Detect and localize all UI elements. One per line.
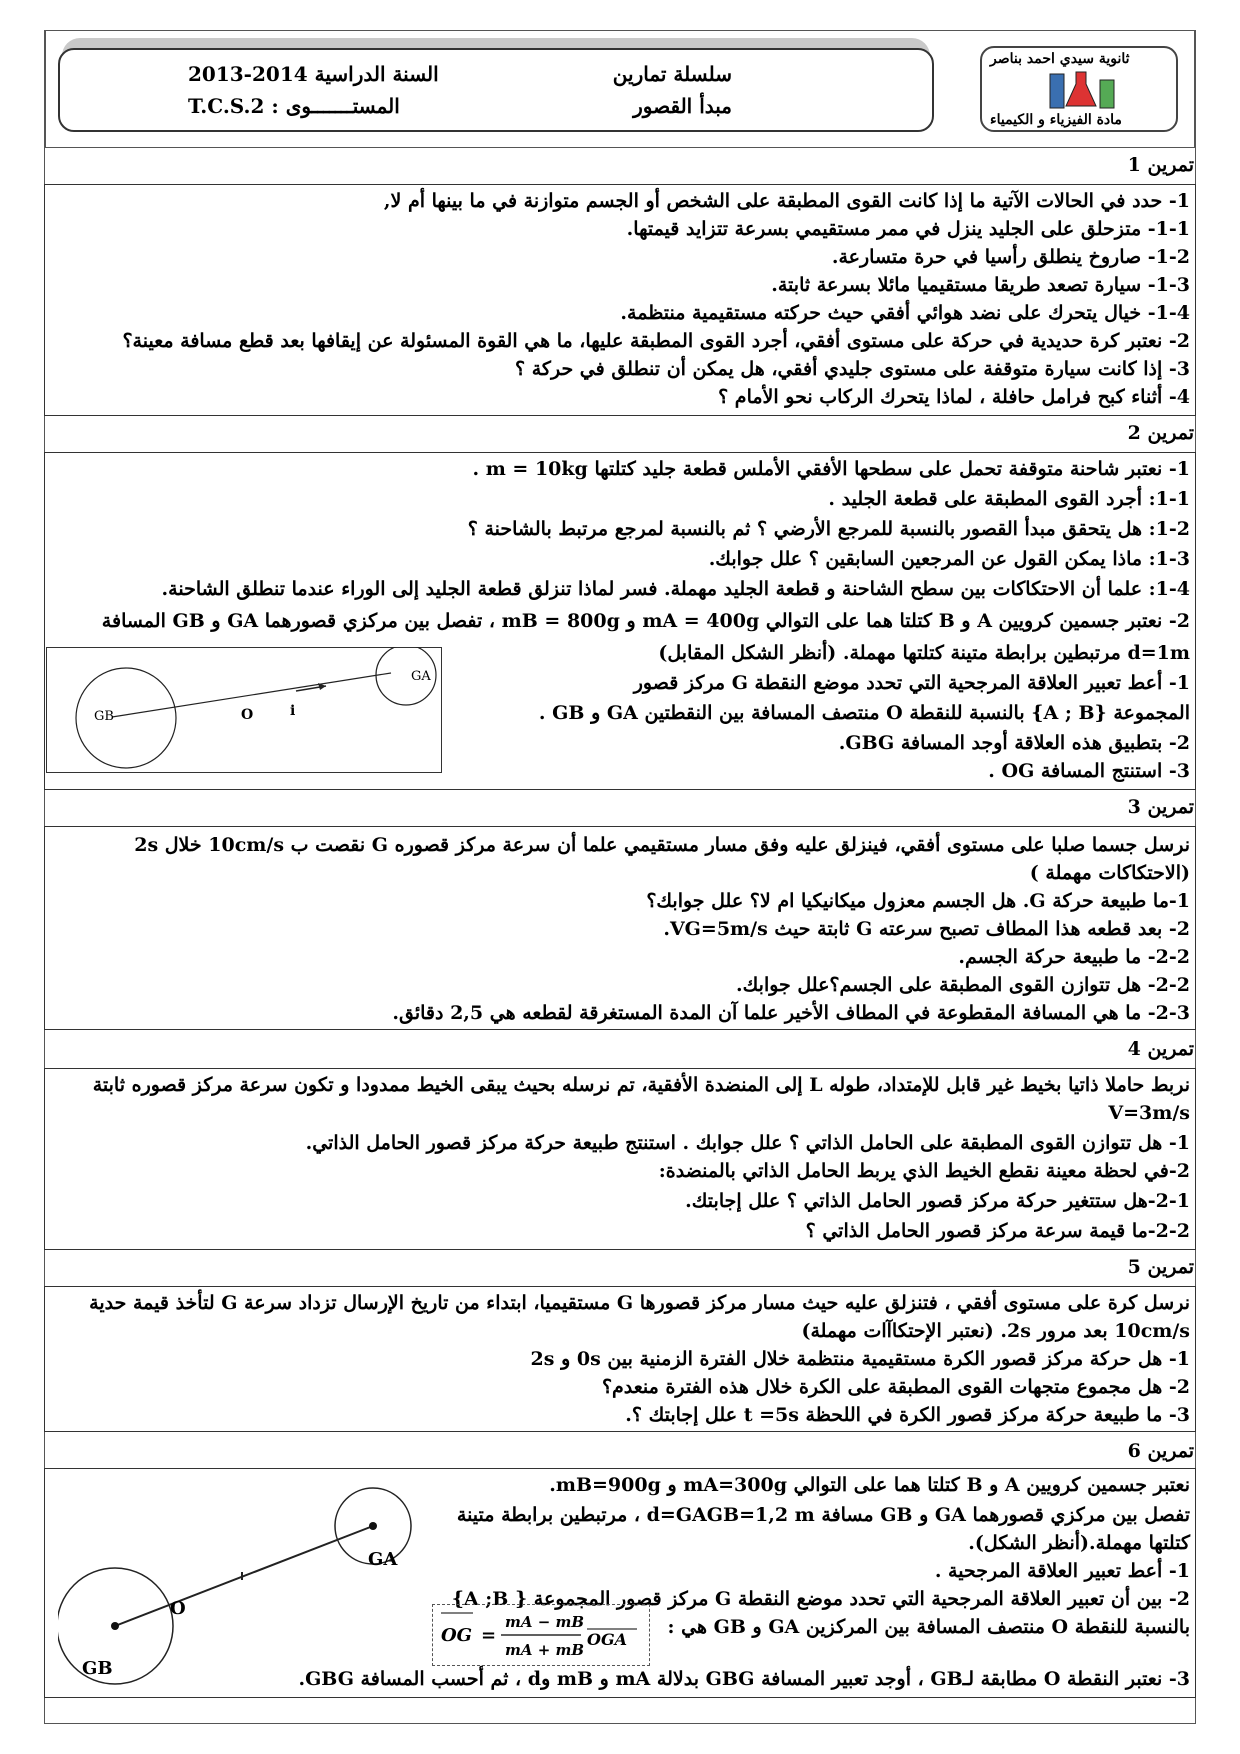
ex2-line: 1-1: أجرد القوى المطبقة على قطعة الجليد . bbox=[828, 488, 1190, 510]
school-logo bbox=[980, 46, 1178, 132]
label-o: O bbox=[170, 1598, 186, 1619]
ex1-line: 1-3- سيارة تصعد طريقا مستقيميا مائلا بسرعة ثابتة. bbox=[771, 274, 1190, 296]
formula-vector: OGA bbox=[587, 1630, 628, 1649]
formula-lhs: OG bbox=[441, 1625, 473, 1646]
ex1-line: 1-1- متزحلق على الجليد ينزل في ممر مستقيمي بسرعة تتزايد قيمتها. bbox=[626, 218, 1190, 240]
ex5-line: نرسل كرة على مستوى أفقي ، فتنزلق عليه حيث مسار مركز قصورها G مستقيميا، ابتداء من تاريخ الإرسال تزداد سرعة G لتأخذ قيمة حدية bbox=[89, 1292, 1190, 1314]
ex5-line: 1- هل حركة مركز قصور الكرة مستقيمية منتظمة خلال الفترة الزمنية بين 0s و 2s bbox=[530, 1348, 1190, 1370]
ex1-line: 4- أثناء كبح فرامل حافلة ، لماذا يتحرك الركاب نحو الأمام ؟ bbox=[718, 386, 1190, 408]
ex6-line: نعتبر جسمين كرويين A و B كتلتا هما على التوالي mA=300g و mB=900g. bbox=[549, 1474, 1190, 1496]
ex2-line: d=1m مرتبطين برابطة متينة كتلتها مهملة. (أنظر الشكل المقابل) bbox=[658, 642, 1190, 664]
exercise-2-title: تمرين 2 bbox=[1127, 422, 1194, 444]
ex2-line: 2- نعتبر جسمين كرويين A و B كتلتا هما على التوالي mA = 400g و mB = 800g ، تفصل بين مركزي قصورهما GA و GB المسافة bbox=[101, 610, 1190, 632]
label-gb: GB bbox=[82, 1658, 113, 1679]
ex2-line: 1- نعتبر شاحنة متوقفة تحمل على سطحها الأفقي الأملس قطعة جليد كتلتها m = 10kg . bbox=[472, 458, 1190, 480]
ex4-line: نربط حاملا ذاتيا بخيط غير قابل للإمتداد، طوله L إلى المنضدة الأفقية، تم نرسله بحيث يبقى الخيط ممدودا و تكون سرعة مركز قصوره ثابتة bbox=[92, 1074, 1190, 1096]
ex2-line: 1- أعط تعبير العلاقة المرجحية التي تحدد موضع النقطة G مركز قصور bbox=[633, 672, 1190, 694]
label-ga: GA bbox=[411, 669, 431, 684]
ex2-line: 3- استنتج المسافة OG . bbox=[988, 760, 1190, 782]
ex5-line: 10cm/s بعد مرور 2s. (نعتبر الإحتكاآات مهملة) bbox=[801, 1320, 1190, 1342]
exercise-6-figure bbox=[58, 1474, 428, 1696]
exercise-6-title: تمرين 6 bbox=[1127, 1440, 1194, 1462]
rod bbox=[115, 1526, 373, 1626]
ex1-line: 1-2- صاروخ ينطلق رأسيا في حرة متسارعة. bbox=[831, 246, 1190, 268]
ex1-line: 1-4- خيال يتحرك على نضد هوائي أفقي حيث حركته مستقيمية منتظمة. bbox=[620, 302, 1190, 324]
ex3-line: 2-2- ما طبيعة حركة الجسم. bbox=[958, 946, 1190, 968]
center-b bbox=[111, 1622, 119, 1630]
ex6-line: بالنسبة للنقطة O منتصف المسافة بين المركزين GA و GB هي : bbox=[667, 1616, 1190, 1638]
formula-eq: = bbox=[481, 1625, 497, 1646]
ex1-line: 1- حدد في الحالات الآتية ما إذا كانت القوى المطبقة على الشخص أو الجسم متوازنة في ما بينها أم لا, bbox=[383, 190, 1190, 212]
ex5-line: 2- هل مجموع متجهات القوى المطبقة على الكرة خلال هذه الفترة منعدم؟ bbox=[601, 1376, 1190, 1398]
sphere-b bbox=[76, 668, 176, 768]
logo-subject: مادة الفيزياء و الكيمياء bbox=[990, 112, 1122, 128]
ex6-line: 1- أعط تعبير العلاقة المرجحية . bbox=[934, 1560, 1190, 1582]
ex2-line: 2- بتطبيق هذه العلاقة أوجد المسافة GBG. bbox=[838, 732, 1190, 754]
ex2-line: 1-3: ماذا يمكن القول عن المرجعين السابقين ؟ علل جوابك. bbox=[708, 548, 1190, 570]
series-title: سلسلة تمارين bbox=[612, 62, 732, 86]
label-o: O bbox=[241, 707, 254, 723]
ex2-line: 1-2: هل يتحقق مبدأ القصور بالنسبة للمرجع الأرضي ؟ ثم بالنسبة لمرجع مرتبط بالشاحنة ؟ bbox=[467, 518, 1190, 540]
ex2-line: المجموعة {A ; B} بالنسبة للنقطة O منتصف المسافة بين النقطتين GA و GB . bbox=[538, 702, 1190, 724]
exercise-5-title: تمرين 5 bbox=[1127, 1256, 1194, 1278]
ex6-line: تفصل بين مركزي قصورهما GA و GB مسافة d=GAGB=1,2 m ، مرتبطين برابطة متينة bbox=[456, 1504, 1190, 1526]
ex1-line: 3- إذا كانت سيارة متوقفة على مستوى جليدي أفقي، هل يمكن أن تنطلق في حركة ؟ bbox=[515, 358, 1190, 380]
ex3-line: 2-2- هل تتوازن القوى المطبقة على الجسم؟علل جوابك. bbox=[736, 974, 1190, 996]
ex3-line: 2-3- ما هي المسافة المقطوعة في المطاف الأخير علما آن المدة المستغرقة لقطعه هي 2,5 دقائق. bbox=[392, 1002, 1190, 1024]
formula-numerator: mA − mB bbox=[505, 1613, 585, 1631]
label-gb: GB bbox=[94, 709, 114, 724]
exercise-4-title: تمرين 4 bbox=[1127, 1038, 1194, 1060]
ex3-line: (الاحتكاكات مهملة ) bbox=[1029, 862, 1190, 884]
label-i: i bbox=[290, 703, 296, 719]
ex4-line: 2-1-هل ستتغير حركة مركز قصور الحامل الذاتي ؟ علل إجابتك. bbox=[685, 1190, 1190, 1212]
lesson-title: مبدأ القصور bbox=[633, 94, 732, 118]
ex3-line: 1-ما طبيعة حركة G. هل الجسم معزول ميكانيكيا ام لا؟ علل جوابك؟ bbox=[646, 890, 1190, 912]
ex4-line: 2-في لحظة معينة نقطع الخيط الذي يربط الحامل الذاتي بالمنضدة: bbox=[658, 1160, 1190, 1182]
lab-flask-icon bbox=[1042, 68, 1122, 112]
ex4-line: 2-2-ما قيمة سرعة مركز قصور الحامل الذاتي ؟ bbox=[805, 1220, 1190, 1242]
ex3-line: 2- بعد قطعه هذا المطاف تصبح سرعته G ثابتة حيث VG=5m/s. bbox=[663, 918, 1190, 940]
header-box bbox=[58, 48, 934, 132]
ex4-line: 1- هل تتوازن القوى المطبقة على الحامل الذاتي ؟ علل جوابك . استنتج طبيعة حركة مركز قصور الحامل الذاتي. bbox=[305, 1132, 1190, 1154]
formula-svg bbox=[433, 1605, 649, 1665]
ex4-line: V=3m/s bbox=[1108, 1102, 1190, 1124]
ex5-line: 3- ما طبيعة حركة مركز قصور الكرة في اللحظة t =5s علل إجابتك ؟. bbox=[625, 1404, 1190, 1426]
formula-denominator: mA + mB bbox=[505, 1641, 585, 1659]
ex6-line: 2- بين أن تعبير العلاقة المرجحية التي تحدد موضع النقطة G مركز قصور المجموعة { A ;B} bbox=[451, 1588, 1190, 1610]
school-year: السنة الدراسية 2014-2013 bbox=[188, 62, 439, 86]
ex1-line: 2- نعتبر كرة حديدية في حركة على مستوى أفقي، أجرد القوى المطبقة عليها، ما هي القوة المسئولة عن إيقافها بعد قطع مسافة معينة؟ bbox=[122, 330, 1190, 352]
label-ga: GA bbox=[368, 1549, 398, 1570]
ex6-line: كتلتها مهملة.(أنظر الشكل). bbox=[968, 1532, 1190, 1554]
ex2-line: 1-4: علما أن الاحتكاكات بين سطح الشاحنة و قطعة الجليد مهملة. فسر لماذا تنزلق قطعة الجليد إلى الوراء عندما تنطلق الشاحنة. bbox=[161, 578, 1190, 600]
exercise-2-figure bbox=[46, 647, 442, 773]
barycenter-formula bbox=[432, 1604, 650, 1666]
ex6-line: 3- نعتبر النقطة O مطابقة لـGB ، أوجد تعبير المسافة GBG بدلالة mA و mB وd ، ثم أحسب المسافة GBG. bbox=[298, 1668, 1190, 1690]
ex3-line: نرسل جسما صلبا على مستوى أفقي، فينزلق عليه وفق مسار مستقيمي علما أن سرعة مركز قصوره G نقصت ب 10cm/s خلال 2s bbox=[134, 834, 1190, 856]
level: المستـــــــوى : T.C.S.2 bbox=[188, 94, 400, 118]
center-a bbox=[369, 1522, 377, 1530]
exercise-3-title: تمرين 3 bbox=[1127, 796, 1194, 818]
logo-school-name: ثانوية سيدي احمد بناصر bbox=[990, 51, 1130, 67]
exercise-1-title: تمرين 1 bbox=[1127, 154, 1194, 176]
